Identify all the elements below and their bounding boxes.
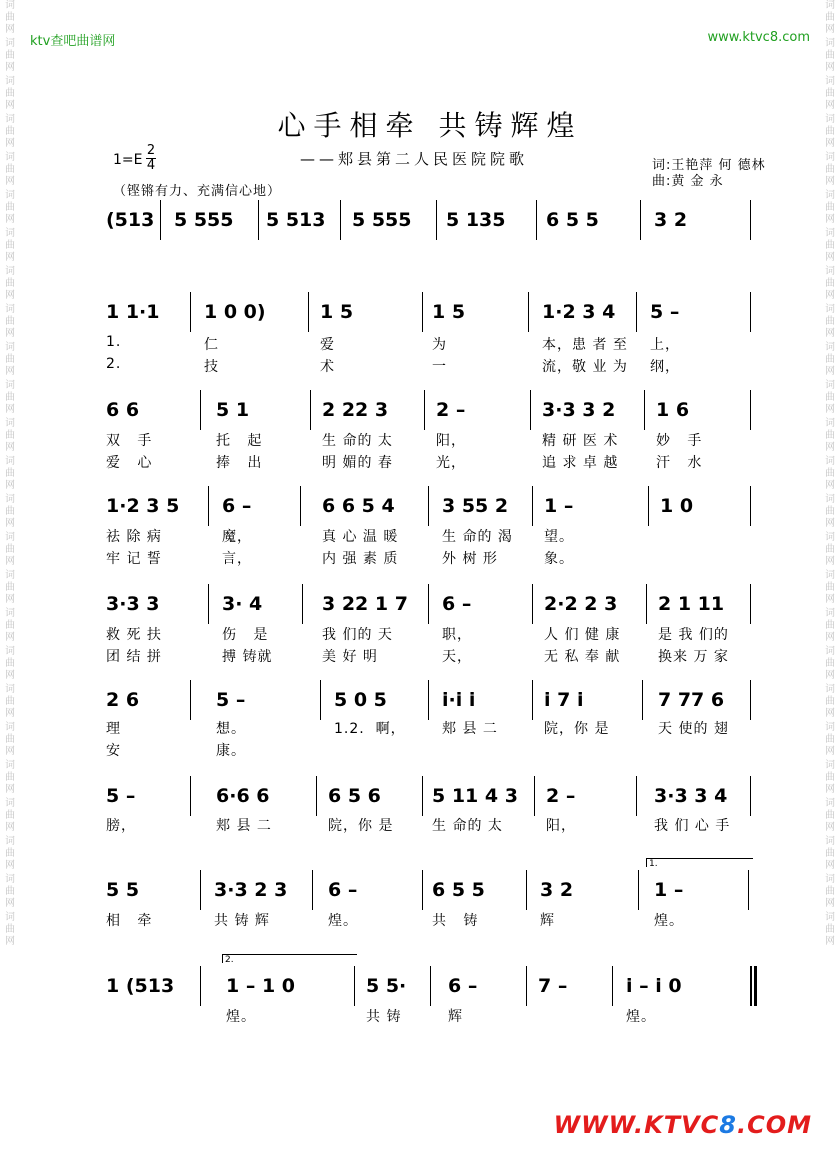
score-row: [100, 486, 760, 526]
bar-line: [748, 870, 749, 910]
measure: 6 6 5 4: [322, 495, 395, 517]
lyric-segment: 共 铸 辉: [214, 913, 270, 929]
measure: 5 –: [650, 301, 680, 323]
time-signature: [146, 144, 156, 173]
measure: 1 5: [432, 301, 466, 323]
measure: 5 555: [174, 209, 234, 231]
measure: 6 5 5: [546, 209, 599, 231]
lyric-segment: 内 强 素 质: [322, 551, 399, 567]
lyric-segment: 精 研 医 术: [542, 433, 619, 449]
song-subtitle: ——郏县第二人民医院院歌: [300, 150, 529, 168]
bar-line: [530, 390, 531, 430]
lyric-segment: 汗 水: [656, 455, 703, 471]
lyric-segment: 想。: [216, 721, 246, 737]
lyric-segment: 真 心 温 暖: [322, 529, 399, 545]
measure: 3·3 3 4: [654, 785, 728, 807]
measure: 6 –: [222, 495, 252, 517]
lyric-segment: 1.: [106, 334, 122, 350]
score-row: [100, 292, 760, 332]
bar-line: [428, 486, 429, 526]
bar-line: [200, 390, 201, 430]
bar-line: [436, 200, 437, 240]
bar-line: [430, 966, 431, 1006]
bar-line: [422, 292, 423, 332]
side-watermark-text: 词曲网: [5, 722, 15, 757]
measure: 3 55 2: [442, 495, 509, 517]
measure: 7 77 6: [658, 689, 725, 711]
bar-line: [428, 584, 429, 624]
side-watermark-text: 词曲网: [825, 874, 835, 909]
side-watermark-text: 词曲网: [825, 722, 835, 757]
side-watermark-text: 词曲网: [825, 266, 835, 301]
measure: 5 1: [216, 399, 250, 421]
lyric-segment: 追 求 卓 越: [542, 455, 619, 471]
side-watermark-text: 词曲网: [825, 114, 835, 149]
bar-line: [302, 584, 303, 624]
lyric-segment: 魔，: [222, 529, 252, 545]
measure: 5 5·: [366, 975, 407, 997]
side-watermark-text: 词曲网: [5, 684, 15, 719]
measure: 1 5: [320, 301, 354, 323]
footer-logo: [554, 1111, 812, 1139]
lyric-segment: 辉: [448, 1009, 463, 1025]
footer-logo-b: 8: [719, 1111, 737, 1139]
lyric-segment: 双 手: [106, 433, 153, 449]
bar-line: [190, 680, 191, 720]
measure: 2·2 2 3: [544, 593, 618, 615]
lyric-segment: 阳，: [436, 433, 466, 449]
lyric-line: [100, 1006, 760, 1026]
side-watermark-text: 词曲网: [825, 190, 835, 225]
side-watermark-text: 词曲网: [825, 684, 835, 719]
bar-line: [316, 776, 317, 816]
lyric-segment: 术: [320, 359, 335, 375]
lyric-line: [100, 624, 760, 644]
side-watermark-text: 词曲网: [5, 0, 15, 35]
side-watermark-text: 词曲网: [5, 608, 15, 643]
lyric-segment: 无 私 奉 献: [544, 649, 621, 665]
lyric-segment: 煌。: [626, 1009, 656, 1025]
bar-line: [750, 966, 752, 1006]
measure: 3 2: [540, 879, 574, 901]
lyric-segment: 院，你 是: [328, 818, 394, 834]
measure: 3·3 3: [106, 593, 160, 615]
time-signature-top: 2: [146, 143, 156, 158]
measure: 3 22 1 7: [322, 593, 408, 615]
lyric-segment: 妙 手: [656, 433, 703, 449]
bar-line: [750, 200, 751, 240]
side-watermark-text: 词曲网: [5, 152, 15, 187]
side-watermark-text: 词曲网: [825, 532, 835, 567]
side-watermark-text: 词曲网: [5, 228, 15, 263]
lyric-segment: 望。: [544, 529, 574, 545]
lyric-segment: 救 死 扶: [106, 627, 162, 643]
bar-line: [612, 966, 613, 1006]
footer-logo-c: .COM: [736, 1111, 812, 1139]
lyric-segment: 光，: [436, 455, 466, 471]
bar-line: [536, 200, 537, 240]
bar-line: [428, 680, 429, 720]
lyric-segment: 言，: [222, 551, 252, 567]
score-row: [100, 776, 760, 816]
side-watermark-text: 词曲网: [5, 304, 15, 339]
measure: 6 –: [328, 879, 358, 901]
lyric-line: [100, 646, 760, 666]
site-url-right[interactable]: www.ktvc8.com: [707, 30, 810, 45]
lyric-segment: 安: [106, 743, 121, 759]
side-watermark-text: 词曲网: [5, 912, 15, 947]
measure: 1 – 1 0: [226, 975, 296, 997]
lyric-segment: 纲，: [650, 359, 680, 375]
lyric-segment: 康。: [216, 743, 246, 759]
lyric-segment: 郏 县 二: [442, 721, 498, 737]
bar-line: [646, 584, 647, 624]
song-title: 心手相牵 共铸辉煌: [277, 109, 583, 142]
score-row: [100, 680, 760, 720]
bar-line: [190, 776, 191, 816]
bar-line: [422, 870, 423, 910]
measure: 6·6 6: [216, 785, 270, 807]
side-watermark-text: 词曲网: [5, 380, 15, 415]
bar-line: [208, 584, 209, 624]
measure: 2 1 11: [658, 593, 725, 615]
bar-line: [200, 870, 201, 910]
measure: 6 –: [448, 975, 478, 997]
lyric-segment: 上，: [650, 337, 680, 353]
bar-line: [642, 680, 643, 720]
lyric-segment: 生 命的 太: [322, 433, 393, 449]
lyric-segment: 爱 心: [106, 455, 153, 471]
measure: 6 5 5: [432, 879, 485, 901]
bar-line: [424, 390, 425, 430]
lyric-line: [100, 910, 760, 930]
measure: 5 5: [106, 879, 140, 901]
side-watermark-text: 词曲网: [5, 570, 15, 605]
measure: i·i i: [442, 689, 476, 711]
lyric-line: [100, 815, 760, 835]
measure: 3 2: [654, 209, 688, 231]
side-watermark-text: 词曲网: [825, 418, 835, 453]
volta-second-ending: 2.: [222, 954, 357, 963]
side-watermark-text: 词曲网: [825, 228, 835, 263]
measure: (513: [106, 209, 155, 231]
lyric-segment: 本，患 者 至: [542, 337, 628, 353]
side-watermark-text: 词曲网: [825, 836, 835, 871]
side-watermark-text: 词曲网: [825, 0, 835, 35]
lyric-segment: 2.: [106, 356, 122, 372]
side-watermark-text: 词曲网: [5, 798, 15, 833]
bar-line: [160, 200, 161, 240]
lyric-segment: 爱: [320, 337, 335, 353]
lyric-segment: 理: [106, 721, 121, 737]
bar-line: [312, 870, 313, 910]
lyric-segment: 伤 是: [222, 627, 269, 643]
measure: 3·3 3 2: [542, 399, 616, 421]
bar-line: [320, 680, 321, 720]
score-row: [100, 966, 760, 1006]
side-watermark-text: 词曲网: [825, 912, 835, 947]
lyric-segment: 外 树 形: [442, 551, 498, 567]
side-watermark-text: 词曲网: [5, 874, 15, 909]
side-watermark-text: 词曲网: [825, 380, 835, 415]
side-watermark-text: 词曲网: [5, 38, 15, 73]
measure: i 7 i: [544, 689, 584, 711]
bar-line: [534, 776, 535, 816]
measure: 2 22 3: [322, 399, 389, 421]
lyric-line: [100, 548, 760, 568]
lyric-segment: 搏 铸就: [222, 649, 273, 665]
side-watermark-text: 词曲网: [5, 266, 15, 301]
lyric-segment: 祛 除 病: [106, 529, 162, 545]
score-row: [100, 390, 760, 430]
bar-line: [200, 966, 201, 1006]
score-row: [100, 200, 760, 240]
final-bar-line: [754, 966, 757, 1006]
measure: 5 135: [446, 209, 506, 231]
bar-line: [526, 870, 527, 910]
lyric-segment: 捧 出: [216, 455, 263, 471]
side-watermark-text: 词曲网: [825, 38, 835, 73]
side-watermark-text: 词曲网: [5, 646, 15, 681]
lyric-segment: 为: [432, 337, 447, 353]
lyric-segment: 我 们 心 手: [654, 818, 731, 834]
bar-line: [750, 486, 751, 526]
score-row: [100, 870, 760, 910]
measure: 3· 4: [222, 593, 263, 615]
lyric-segment: 流，敬 业 为: [542, 359, 628, 375]
lyric-segment: 团 结 拼: [106, 649, 162, 665]
lyric-segment: 相 牵: [106, 913, 153, 929]
measure: 1 –: [544, 495, 574, 517]
side-watermark-text: 词曲网: [825, 342, 835, 377]
bar-line: [750, 292, 751, 332]
bar-line: [636, 292, 637, 332]
side-watermark-text: 词曲网: [5, 76, 15, 111]
measure: 1 1·1: [106, 301, 160, 323]
lyric-segment: 我 们的 天: [322, 627, 393, 643]
side-watermark-text: 词曲网: [5, 532, 15, 567]
bar-line: [636, 776, 637, 816]
bar-line: [190, 292, 191, 332]
bar-line: [640, 200, 641, 240]
bar-line: [648, 486, 649, 526]
side-watermark-text: 词曲网: [5, 114, 15, 149]
bar-line: [340, 200, 341, 240]
measure: 2 –: [546, 785, 576, 807]
side-watermark-text: 词曲网: [5, 190, 15, 225]
lyric-segment: 膀，: [106, 818, 136, 834]
lyric-segment: 生 命的 渴: [442, 529, 513, 545]
score-row: [100, 584, 760, 624]
lyric-line: [100, 334, 760, 354]
side-watermark-text: 词曲网: [5, 342, 15, 377]
side-watermark-text: 词曲网: [825, 494, 835, 529]
lyric-segment: 技: [204, 359, 219, 375]
lyric-segment: 天，: [442, 649, 472, 665]
side-watermark-text: 词曲网: [825, 798, 835, 833]
expression-mark: （铿锵有力、充满信心地）: [113, 184, 282, 199]
side-watermark-text: 词曲网: [825, 646, 835, 681]
lyric-segment: 煌。: [226, 1009, 256, 1025]
measure: 1 (513: [106, 975, 175, 997]
lyric-segment: 院，你 是: [544, 721, 610, 737]
lyric-line: [100, 526, 760, 546]
time-signature-bottom: 4: [146, 158, 156, 173]
bar-line: [300, 486, 301, 526]
lyric-segment: 美 好 明: [322, 649, 378, 665]
side-watermark-text: 词曲网: [825, 304, 835, 339]
lyric-segment: 一: [432, 359, 447, 375]
site-name-left[interactable]: ktv查吧曲谱网: [30, 34, 116, 49]
lyric-segment: 人 们 健 康: [544, 627, 621, 643]
measure: i – i 0: [626, 975, 682, 997]
bar-line: [308, 292, 309, 332]
bar-line: [310, 390, 311, 430]
lyric-line: [100, 740, 760, 760]
measure: 1·2 3 5: [106, 495, 180, 517]
measure: 1 0: [660, 495, 694, 517]
lyric-line: [100, 452, 760, 472]
measure: 5 0 5: [334, 689, 387, 711]
bar-line: [638, 870, 639, 910]
side-watermark-text: 词曲网: [825, 152, 835, 187]
measure: 6 6: [106, 399, 140, 421]
bar-line: [750, 584, 751, 624]
side-watermark-text: 词曲网: [5, 760, 15, 795]
measure: 2 –: [436, 399, 466, 421]
lyric-segment: 象。: [544, 551, 574, 567]
measure: 5 513: [266, 209, 326, 231]
lyric-segment: 郏 县 二: [216, 818, 272, 834]
footer-logo-a: WWW.KTVC: [553, 1111, 720, 1139]
measure: 6 –: [442, 593, 472, 615]
bar-line: [532, 680, 533, 720]
lyric-segment: 明 媚的 春: [322, 455, 393, 471]
lyric-segment: 牢 记 誓: [106, 551, 162, 567]
lyric-segment: 生 命的 太: [432, 818, 503, 834]
lyric-segment: 职，: [442, 627, 472, 643]
bar-line: [258, 200, 259, 240]
side-watermark-text: 词曲网: [5, 836, 15, 871]
lyric-segment: 是 我 们的: [658, 627, 729, 643]
right-watermark-strip: [822, 0, 838, 1169]
side-watermark-text: 词曲网: [825, 76, 835, 111]
measure: 5 555: [352, 209, 412, 231]
lyric-line: [100, 356, 760, 376]
measure: 1 6: [656, 399, 690, 421]
measure: 5 11 4 3: [432, 785, 518, 807]
lyric-segment: 换来 万 家: [658, 649, 729, 665]
lyric-segment: 煌。: [654, 913, 684, 929]
bar-line: [422, 776, 423, 816]
side-watermark-text: 词曲网: [5, 494, 15, 529]
lyric-segment: 托 起: [216, 433, 263, 449]
bar-line: [208, 486, 209, 526]
side-watermark-text: 词曲网: [825, 760, 835, 795]
lyricist-credit: 词:王艳萍 何 德林: [652, 158, 766, 173]
measure: 6 5 6: [328, 785, 381, 807]
side-watermark-text: 词曲网: [825, 456, 835, 491]
measure: 5 –: [216, 689, 246, 711]
bar-line: [750, 680, 751, 720]
side-watermark-text: 词曲网: [5, 418, 15, 453]
left-watermark-strip: [2, 0, 18, 1169]
measure: 3·3 2 3: [214, 879, 288, 901]
lyric-segment: 共 铸: [432, 913, 479, 929]
side-watermark-text: 词曲网: [825, 608, 835, 643]
key-signature: 1=E: [113, 152, 143, 168]
measure: 1 –: [654, 879, 684, 901]
lyric-line: [100, 718, 760, 738]
bar-line: [750, 776, 751, 816]
bar-line: [532, 486, 533, 526]
lyric-segment: 煌。: [328, 913, 358, 929]
lyric-segment: 辉: [540, 913, 555, 929]
composer-credit: 曲:黄 金 永: [652, 174, 724, 189]
volta-first-ending: 1.: [646, 858, 753, 867]
measure: 1 0 0): [204, 301, 266, 323]
lyric-segment: 天 使的 翅: [658, 721, 729, 737]
lyric-line: [100, 430, 760, 450]
bar-line: [532, 584, 533, 624]
bar-line: [526, 966, 527, 1006]
bar-line: [354, 966, 355, 1006]
lyric-segment: 共 铸: [366, 1009, 402, 1025]
measure: 5 –: [106, 785, 136, 807]
measure: 1·2 3 4: [542, 301, 616, 323]
bar-line: [750, 390, 751, 430]
side-watermark-text: 词曲网: [5, 456, 15, 491]
bar-line: [644, 390, 645, 430]
measure: 2 6: [106, 689, 140, 711]
side-watermark-text: 词曲网: [825, 570, 835, 605]
bar-line: [528, 292, 529, 332]
lyric-segment: 阳，: [546, 818, 576, 834]
measure: 7 –: [538, 975, 568, 997]
lyric-segment: 仁: [204, 337, 219, 353]
lyric-segment: 1.2. 啊，: [334, 721, 406, 737]
